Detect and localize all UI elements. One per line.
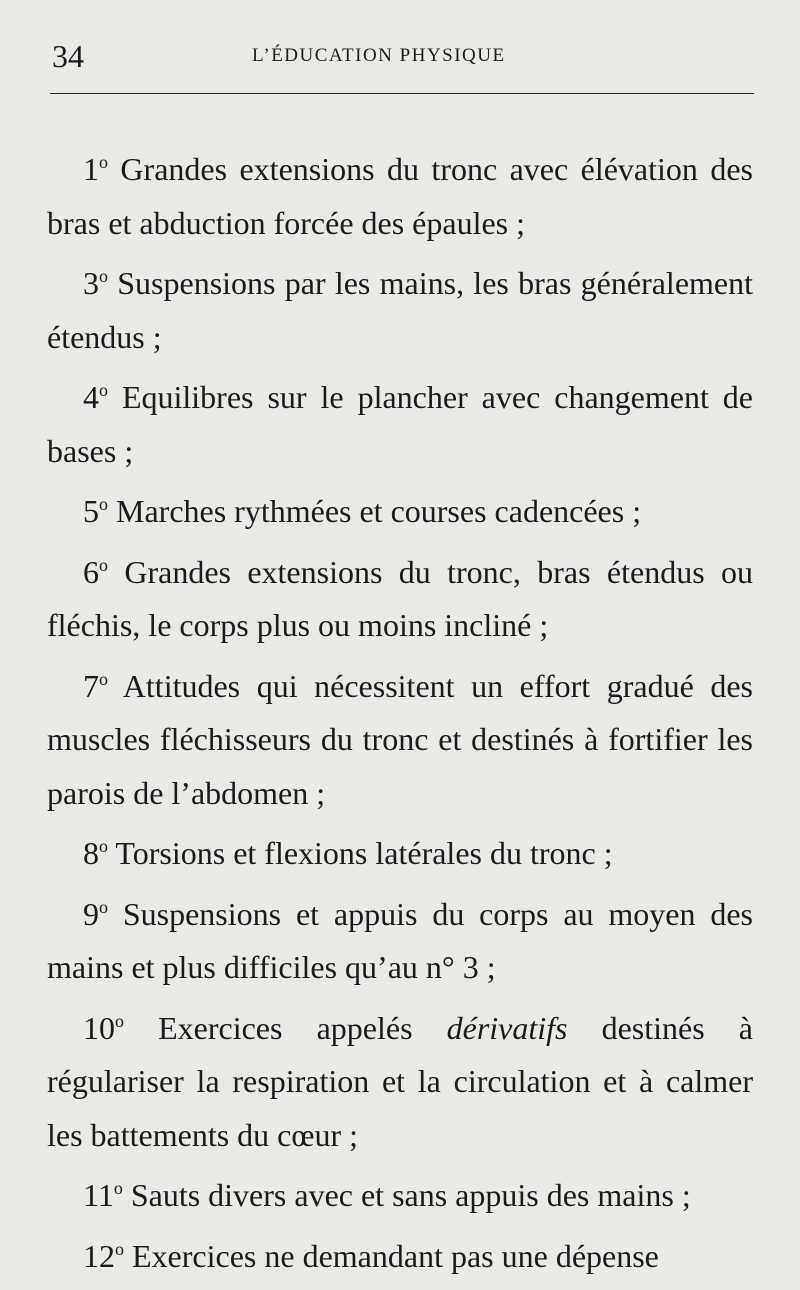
list-item: 12$^o$ Exercices ne demandant pas une dépense — [83, 1237, 659, 1274]
list-item: 10$^o$ Exercices appelés dérivatifs destinés à régulariser la respiration et la circulation et à calmer les battements du cœur ; — [47, 1009, 754, 1153]
exercise-list — [47, 136, 753, 1283]
list-item: 11$^o$ Sauts divers avec et sans appuis des mains ; — [83, 1177, 691, 1213]
list-item: 8$^o$ Torsions et flexions latérales du tronc ; — [83, 835, 613, 871]
list-item: 7$^o$ Attitudes qui nécessitent un effort gradué des muscles fléchisseurs du tronc et destinés à fortifier les parois de l’abdomen ; — [47, 667, 753, 811]
list-item: 4$^o$ Equilibres sur le plancher avec changement de bases ; — [47, 379, 753, 469]
running-head — [52, 40, 752, 80]
header-rule — [50, 93, 754, 94]
page-number: 34 — [52, 38, 84, 74]
running-title: L’ÉDUCATION PHYSIQUE — [252, 45, 506, 66]
list-item: 1$^o$ Grandes extensions du tronc avec élévation des bras et abduction forcée des épaules ; — [47, 151, 753, 241]
list-item: 6$^o$ Grandes extensions du tronc, bras étendus ou fléchis, le corps plus ou moins incliné ; — [47, 553, 753, 643]
list-item: 9$^o$ Suspensions et appuis du corps au moyen des mains et plus difficiles qu’au n° 3 ; — [47, 895, 753, 985]
emphasized-term: dérivatifs — [446, 1009, 568, 1046]
list-item: 5$^o$ Marches rythmées et courses cadencées ; — [83, 493, 642, 529]
list-item: 3$^o$ Suspensions par les mains, les bras généralement étendus ; — [47, 265, 753, 355]
